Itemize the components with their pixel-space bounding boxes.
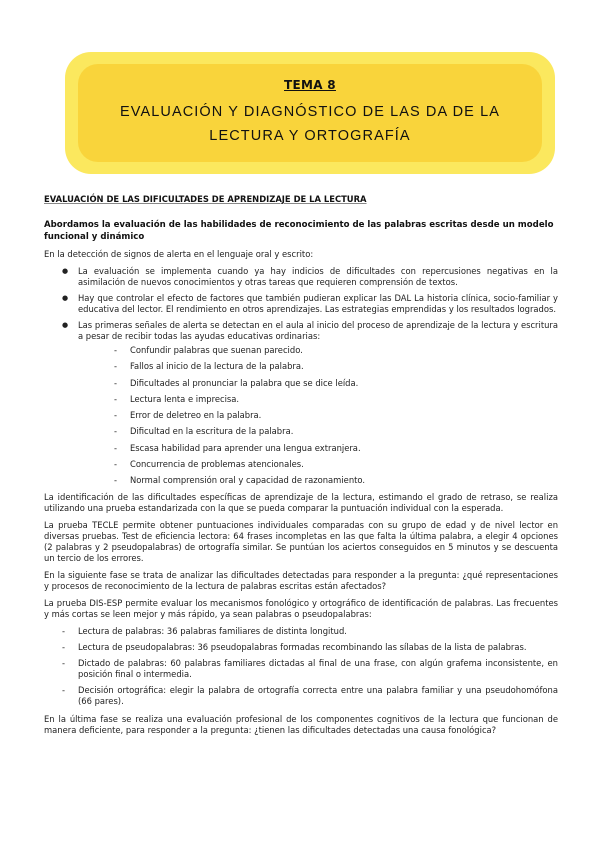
bullet-item-text: Las primeras señales de alerta se detectan en el aula al inicio del proceso de aprendizaje de la lectura y escritura a pesar de recibir todas las ayudas educativas ordinarias: — [78, 320, 558, 341]
bullet-item-with-signs — [44, 320, 558, 486]
sign-item: - Escasa habilidad para aprender una lengua extranjera. — [78, 443, 558, 454]
alert-bullet-list — [44, 266, 558, 486]
sign-item: - Normal comprensión oral y capacidad de razonamiento. — [78, 475, 558, 486]
test-item: - Dictado de palabras: 60 palabras familiares dictadas al final de una frase, con algún grafema inconsistente, en posición final o intermedia. — [44, 658, 558, 680]
sign-item: - Confundir palabras que suenan parecido. — [78, 345, 558, 356]
sign-item: - Lectura lenta e imprecisa. — [78, 394, 558, 405]
identification-paragraph: La identificación de las dificultades específicas de aprendizaje de la lectura, estimando el grado de retraso, se realiza utilizando una prueba estandarizada con la que se pueda comparar la puntuación individual con la esperada. — [44, 492, 558, 514]
sign-item: - Dificultad en la escritura de la palabra. — [78, 426, 558, 437]
test-item: - Decisión ortográfica: elegir la palabra de ortografía correcta entre una palabra familiar y una pseudohomófona (66 pares). — [44, 685, 558, 707]
chapter-title-line-1: EVALUACIÓN Y DIAGNÓSTICO DE LAS DA DE LA — [119, 104, 501, 120]
sign-item: - Error de deletreo en la palabra. — [78, 410, 558, 421]
dis-esp-test-list — [44, 626, 558, 707]
chapter-title-line-2: LECTURA Y ORTOGRAFÍA — [209, 128, 411, 144]
document-body — [44, 194, 558, 742]
warning-signs-list — [78, 345, 558, 486]
chapter-label: TEMA 8 — [284, 78, 336, 92]
sign-item: - Dificultades al pronunciar la palabra que se dice leída. — [78, 378, 558, 389]
bullet-item: ● Hay que controlar el efecto de factores que también pudieran explicar las DAL La historia clínica, socio-familiar y educativa del lector. El rendimiento en otros aprendizajes. Las estrategias emprendidas y los resultados logrados. — [44, 293, 558, 315]
chapter-title — [120, 100, 500, 148]
tecle-paragraph: La prueba TECLE permite obtener puntuaciones individuales comparadas con su grupo de edad y de nivel lector en diversas pruebas. Test de eficiencia lectora: 64 frases incompletas en las que falta la última palabra, a elegir 4 opciones (2 palabras y 2 pseudopalabras) de ortografía similar. Se puntúan los aciertos conseguidos en 5 minutos y se descuenta un tercio de los errores. — [44, 520, 558, 564]
sign-item: - Concurrencia de problemas atencionales. — [78, 459, 558, 470]
title-banner — [65, 52, 555, 174]
final-phase-paragraph: En la última fase se realiza una evaluación profesional de los componentes cognitivos de la lectura que funcionan de manera deficiente, para responder a la pregunta: ¿tienen las dificultades detectadas una causa fonológica? — [44, 714, 558, 736]
dis-esp-paragraph: La prueba DIS-ESP permite evaluar los mecanismos fonológico y ortográfico de identificación de palabras. Las frecuentes y más cortas se leen mejor y más rápido, ya sean palabras o pseudopalabras: — [44, 598, 558, 620]
title-banner-inner — [78, 64, 542, 162]
test-item: - Lectura de pseudopalabras: 36 pseudopalabras formadas recombinando las sílabas de la lista de palabras. — [44, 642, 558, 653]
next-phase-paragraph: En la siguiente fase se trata de analizar las dificultades detectadas para responder a la pregunta: ¿qué representaciones y procesos de reconocimiento de la lectura de palabras escritas están afectados? — [44, 570, 558, 592]
section-heading: EVALUACIÓN DE LAS DIFICULTADES DE APRENDIZAJE DE LA LECTURA — [44, 194, 367, 204]
section-subheading: Abordamos la evaluación de las habilidades de reconocimiento de las palabras escritas desde un modelo funcional y dinámico — [44, 220, 554, 242]
bullet-item: ● La evaluación se implementa cuando ya hay indicios de dificultades con repercusiones negativas en la asimilación de nuevos conocimientos y otras tareas que requieren comprensión de textos. — [44, 266, 558, 288]
intro-paragraph: En la detección de signos de alerta en el lenguaje oral y escrito: — [44, 249, 314, 259]
test-item: - Lectura de palabras: 36 palabras familiares de distinta longitud. — [44, 626, 558, 637]
sign-item: - Fallos al inicio de la lectura de la palabra. — [78, 361, 558, 372]
